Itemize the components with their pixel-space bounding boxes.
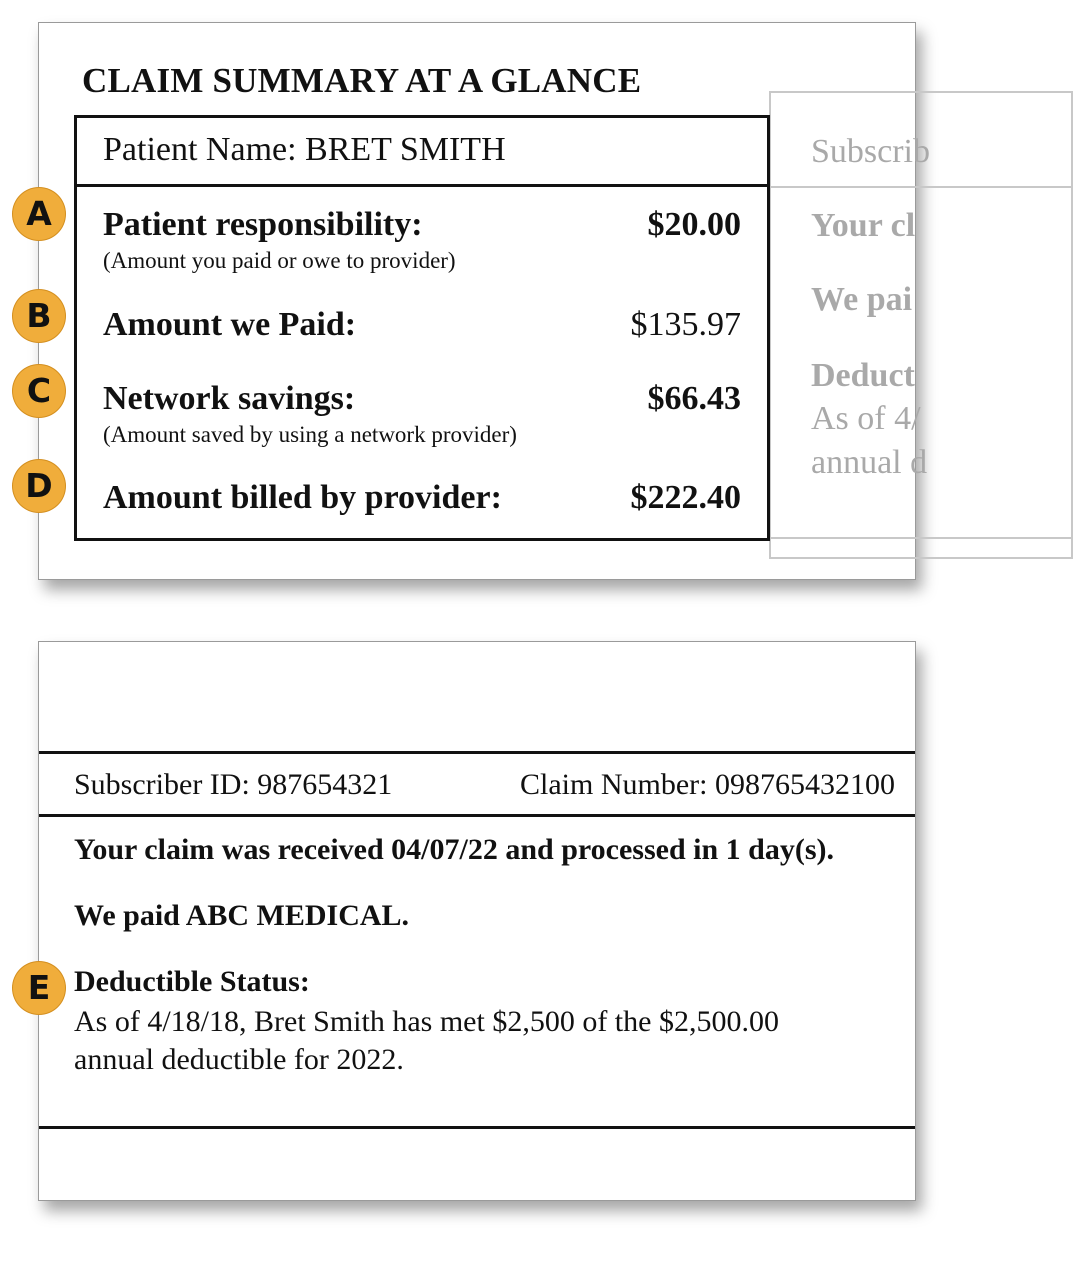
patient-responsibility-label: Patient responsibility:: [103, 206, 423, 243]
amount-billed-label: Amount billed by provider:: [103, 479, 502, 516]
deductible-status-line-1: As of 4/18/18, Bret Smith has met $2,500 of the $2,500.00: [74, 1005, 779, 1038]
marker-c-badge: C: [13, 365, 65, 417]
faded-paid-text: We pai: [811, 281, 913, 318]
patient-responsibility-note: (Amount you paid or owe to provider): [103, 248, 456, 273]
faded-header-row: [771, 93, 1071, 188]
bottom-rule: [39, 1126, 915, 1129]
faded-bottom-rule: [771, 537, 1071, 539]
claim-summary-box: [74, 115, 770, 541]
amount-billed-value: $222.40: [630, 479, 741, 516]
marker-e-badge: E: [13, 962, 65, 1014]
marker-a-badge: A: [13, 188, 65, 240]
claim-summary-panel: [38, 22, 930, 580]
header-bottom-rule: [39, 814, 915, 817]
faded-claim-text: Your cl: [811, 207, 916, 244]
faded-deductible-line-1: As of 4/: [811, 400, 921, 437]
marker-b-badge: B: [13, 290, 65, 342]
claim-summary-title: CLAIM SUMMARY AT A GLANCE: [82, 61, 642, 100]
network-savings-label: Network savings:: [103, 380, 356, 417]
paid-provider-statement: We paid ABC MEDICAL.: [74, 899, 410, 932]
patient-responsibility-value: $20.00: [647, 206, 741, 243]
amount-paid-value: $135.97: [630, 306, 741, 343]
header-top-rule: [39, 751, 915, 754]
subscriber-id: Subscriber ID: 987654321: [74, 768, 393, 801]
network-savings-value: $66.43: [647, 380, 741, 417]
claim-details-panel: [38, 641, 916, 1201]
faded-deductible-line-2: annual d: [811, 444, 928, 481]
patient-name-row: [77, 118, 767, 187]
amount-paid-label: Amount we Paid:: [103, 306, 357, 343]
claim-number: Claim Number: 098765432100: [520, 768, 895, 801]
network-savings-note: (Amount saved by using a network provider): [103, 422, 517, 447]
faded-subscriber-text: Subscrib: [811, 133, 930, 170]
faded-deductible-heading: Deduct: [811, 357, 915, 394]
deductible-status-line-2: annual deductible for 2022.: [74, 1043, 404, 1076]
marker-d-badge: D: [13, 460, 65, 512]
patient-name: Patient Name: BRET SMITH: [103, 131, 506, 168]
faded-details-preview: [769, 91, 1073, 559]
claim-received-status: Your claim was received 04/07/22 and processed in 1 day(s).: [74, 833, 835, 866]
deductible-status-heading: Deductible Status:: [74, 965, 310, 998]
